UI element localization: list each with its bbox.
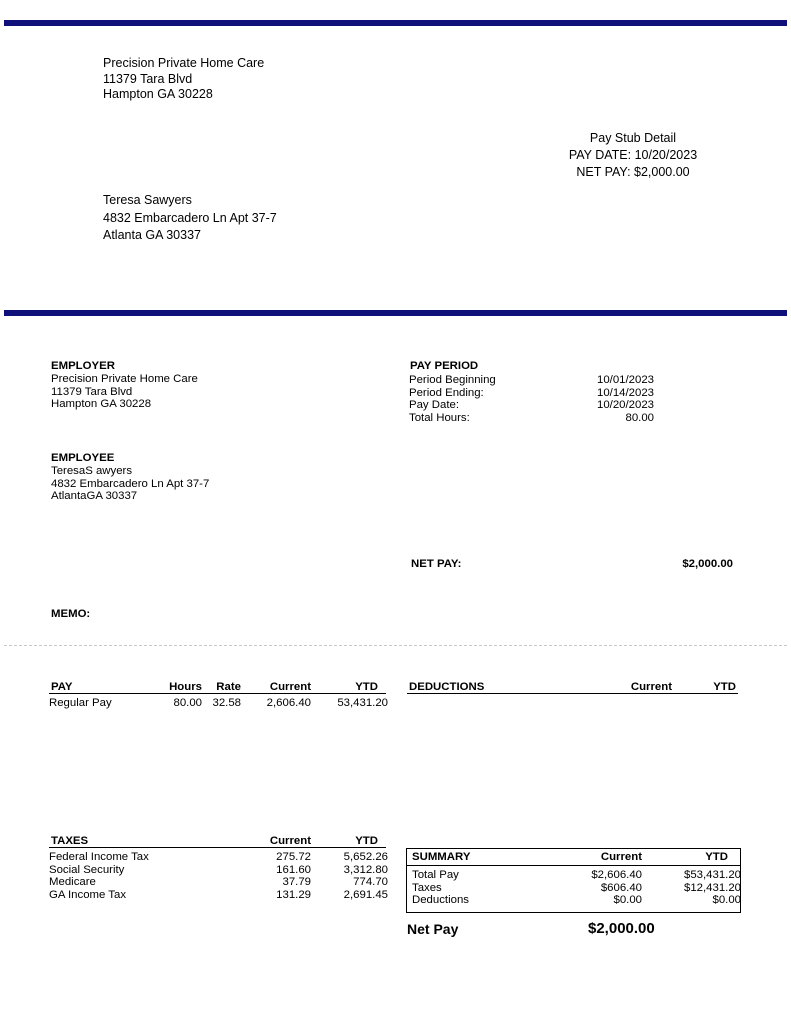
employee-mailing-name: Teresa Sawyers [103, 193, 192, 207]
memo-label: MEMO: [51, 608, 91, 620]
top-accent-bar [4, 20, 787, 26]
tax-name: Federal Income Tax [49, 851, 149, 863]
employer-address-line2: Hampton GA 30228 [51, 398, 152, 411]
employer-label: EMPLOYER [51, 360, 115, 372]
pay-period-row [409, 399, 654, 412]
tax-ytd: 774.70 [353, 876, 388, 889]
summary-header-underline [406, 865, 741, 866]
summary-current-header: Current [600, 851, 642, 863]
deductions-ytd-header: YTD [713, 681, 736, 693]
net-pay-value: $2,000.00 [682, 558, 733, 570]
summary-row-current: $606.40 [600, 881, 642, 894]
pay-row-ytd: 53,431.20 [337, 697, 388, 709]
employee-mailing-line1: 4832 Embarcadero Ln Apt 37-7 [103, 210, 277, 225]
pay-period-rows [409, 374, 654, 424]
table-row [412, 894, 741, 907]
employer-section [51, 359, 198, 411]
employee-mailing-line2: Atlanta GA 30337 [103, 228, 201, 242]
summary-row-current: $2,606.40 [591, 869, 642, 881]
pay-period-row-value: 10/20/2023 [596, 399, 654, 412]
deductions-header-underline [407, 693, 738, 694]
summary-row-ytd: $53,431.20 [683, 869, 741, 881]
table-row [412, 882, 741, 895]
deductions-header: DEDUCTIONS [409, 681, 485, 693]
summary-row-name: Total Pay [412, 869, 459, 881]
pay-period-row-label: Period Beginning [409, 374, 496, 386]
employee-mailing-address [103, 192, 277, 245]
company-address-line2: Hampton GA 30228 [103, 87, 213, 101]
tax-current: 275.72 [276, 851, 311, 863]
tax-current: 161.60 [276, 863, 311, 876]
table-row [49, 876, 388, 889]
summary-net-pay-value: $2,000.00 [588, 920, 655, 937]
company-address-line1: 11379 Tara Blvd [103, 71, 193, 86]
taxes-ytd-header: YTD [355, 835, 378, 847]
employee-address-line2: AtlantaGA 30337 [51, 490, 138, 503]
taxes-current-header: Current [269, 835, 311, 847]
employee-address-line1: 4832 Embarcadero Ln Apt 37-7 [51, 477, 210, 490]
summary-row-ytd: $0.00 [712, 894, 741, 907]
employer-name: Precision Private Home Care [51, 373, 198, 385]
pay-hours-header: Hours [169, 681, 202, 693]
perforation-divider [4, 645, 787, 646]
tax-name: Medicare [49, 876, 96, 889]
pay-row-hours: 80.00 [173, 697, 202, 709]
summary-header: SUMMARY [412, 851, 471, 863]
pay-period-row [409, 374, 654, 387]
pay-period-label: PAY PERIOD [410, 360, 479, 372]
pay-period-row [409, 387, 654, 400]
summary-net-pay-label: Net Pay [407, 921, 459, 937]
employee-section [51, 451, 209, 503]
employee-name: TeresaS awyers [51, 465, 133, 477]
summary-row-name: Taxes [412, 881, 442, 894]
table-row [412, 869, 741, 882]
net-pay-label: NET PAY: [411, 558, 462, 570]
deductions-current-header: Current [630, 681, 672, 693]
pay-period-row-value: 80.00 [625, 411, 654, 424]
taxes-header: TAXES [51, 835, 89, 847]
middle-accent-bar [4, 310, 787, 316]
stub-title: Pay Stub Detail [589, 131, 677, 145]
tax-ytd: 2,691.45 [343, 888, 388, 901]
taxes-header-underline [49, 847, 386, 848]
employer-address-line1: 11379 Tara Blvd [51, 385, 133, 398]
pay-header-underline [49, 693, 386, 694]
pay-header: PAY [51, 681, 73, 693]
pay-period-row-value: 10/14/2023 [596, 386, 654, 399]
pay-rate-header: Rate [216, 681, 241, 693]
net-pay-line: NET PAY: $2,000.00 [576, 165, 690, 179]
company-name: Precision Private Home Care [103, 56, 265, 70]
table-row [49, 889, 388, 902]
table-row [49, 851, 388, 864]
tax-name: Social Security [49, 863, 125, 876]
summary-row-current: $0.00 [613, 894, 642, 907]
pay-period-row [409, 412, 654, 425]
tax-current: 131.29 [276, 888, 311, 901]
tax-name: GA Income Tax [49, 888, 127, 901]
company-address-block [103, 56, 264, 103]
table-row [49, 864, 388, 877]
pay-row-name: Regular Pay [49, 697, 112, 709]
tax-current: 37.79 [282, 876, 311, 889]
summary-row-ytd: $12,431.20 [683, 881, 741, 894]
pay-period-row-label: Pay Date: [409, 399, 460, 412]
summary-row-name: Deductions [412, 894, 469, 907]
pay-row-rate: 32.58 [212, 697, 241, 709]
tax-ytd: 3,312.80 [343, 863, 388, 876]
employee-label: EMPLOYEE [51, 452, 115, 464]
summary-rows [412, 869, 741, 907]
pay-row-current: 2,606.40 [266, 697, 311, 709]
taxes-rows [49, 851, 388, 901]
pay-period-row-value: 10/01/2023 [596, 374, 654, 386]
pay-period-row-label: Period Ending: [409, 386, 484, 399]
stub-title-block [560, 130, 706, 181]
pay-current-header: Current [269, 681, 311, 693]
pay-date-line: PAY DATE: 10/20/2023 [568, 148, 698, 162]
pay-ytd-header: YTD [355, 681, 378, 693]
summary-ytd-header: YTD [705, 851, 728, 863]
tax-ytd: 5,652.26 [343, 851, 388, 863]
pay-period-row-label: Total Hours: [409, 411, 470, 424]
